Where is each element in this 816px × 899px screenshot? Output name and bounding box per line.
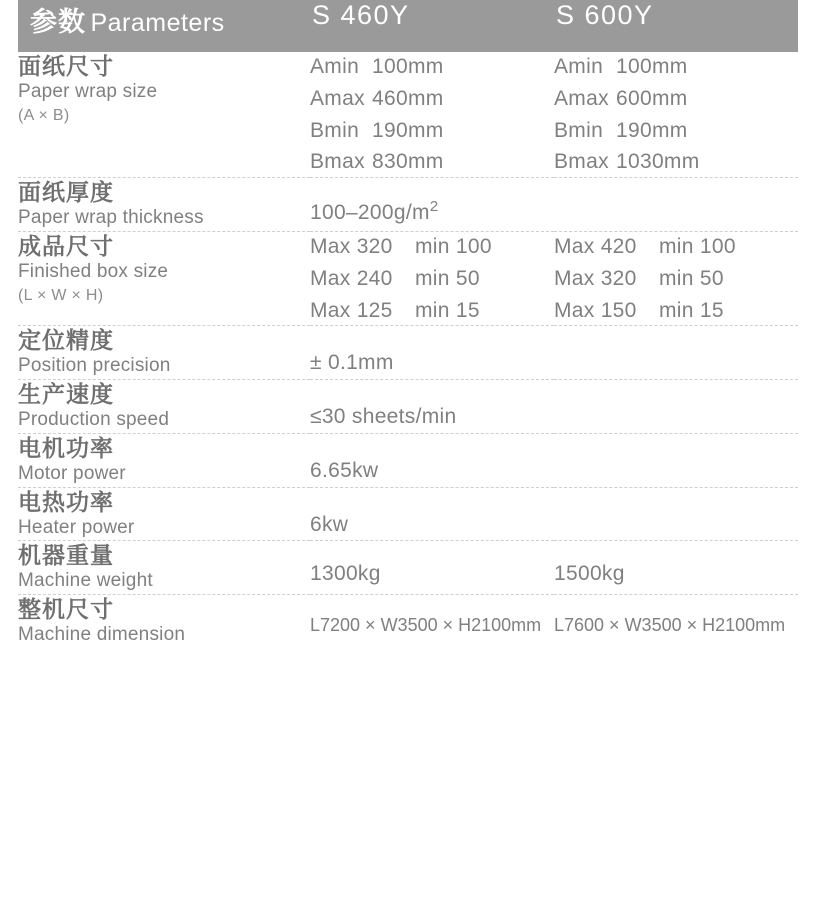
value-max: Max 320 (310, 234, 393, 258)
value-max: Max 125 (310, 298, 393, 322)
value-min: min 50 (659, 266, 724, 290)
table-row (18, 595, 798, 648)
row-value-a (310, 52, 554, 178)
row-label-heater-power (18, 487, 310, 541)
row-label-cn: 生产速度 (18, 381, 114, 408)
value-min: min 15 (415, 298, 480, 322)
row-label-en: Finished box size (18, 261, 169, 283)
dim-key: Bmin (554, 118, 604, 142)
row-label-en: Paper wrap size (18, 81, 158, 103)
dim-value: 190mm (616, 118, 688, 142)
value-text: 6.65kw (310, 458, 379, 482)
row-label-en: Machine weight (18, 570, 153, 592)
row-value-a (310, 231, 554, 325)
row-label-cn: 电热功率 (18, 488, 114, 515)
dim-key: Bmax (554, 150, 609, 174)
row-label-cn: 面纸厚度 (18, 179, 114, 206)
row-label-en: Machine dimension (18, 624, 186, 646)
value-superscript: 2 (429, 198, 439, 216)
row-label-machine-dimension (18, 595, 310, 648)
row-value-b (554, 231, 798, 325)
row-value-b (554, 326, 798, 380)
row-label-en: Heater power (18, 516, 135, 538)
dim-key: Bmin (310, 118, 360, 142)
table-row (18, 178, 798, 232)
row-label-paper-wrap-size (18, 52, 310, 178)
table-row (18, 487, 798, 541)
row-label-en: Motor power (18, 462, 126, 484)
value-max: Max 150 (554, 298, 637, 322)
row-label-cn: 机器重量 (18, 542, 114, 569)
row-value-a (310, 178, 554, 232)
row-label-production-speed (18, 380, 310, 434)
row-label-motor-power (18, 433, 310, 487)
row-label-en: Paper wrap thickness (18, 207, 204, 229)
row-value-b (554, 178, 798, 232)
row-label-en: Position precision (18, 355, 171, 377)
value-text: 6kw (310, 512, 349, 536)
row-label-finished-box-size (18, 231, 310, 325)
value-min: min 100 (415, 234, 492, 258)
dim-value: 1030mm (616, 150, 700, 174)
value-text: ± 0.1mm (310, 351, 394, 375)
table-row (18, 326, 798, 380)
row-label-cn: 整机尺寸 (18, 596, 114, 623)
row-label-cn: 电机功率 (18, 434, 114, 461)
row-value-a (310, 326, 554, 380)
table-row (18, 380, 798, 434)
dim-value: 100mm (372, 55, 444, 78)
row-label-sub: (L × W × H) (18, 286, 104, 304)
table-row (18, 52, 798, 178)
dim-key: Amax (554, 86, 609, 110)
value-text: 1500kg (554, 562, 625, 586)
table-row (18, 541, 798, 595)
value-min: min 100 (659, 234, 736, 258)
header-model-a: S 460Y (310, 0, 554, 52)
row-value-a (310, 541, 554, 595)
row-label-cn: 成品尺寸 (18, 232, 114, 259)
row-value-a (310, 595, 554, 648)
table-row (18, 231, 798, 325)
header-parameters-cell (18, 0, 310, 52)
row-label-en: Production speed (18, 409, 170, 431)
row-value-b (554, 595, 798, 648)
row-label-machine-weight (18, 541, 310, 595)
table-row (18, 433, 798, 487)
value-text: ≤30 sheets/min (310, 405, 457, 429)
header-parameters-cn: 参数 (30, 7, 86, 37)
row-value-a (310, 487, 554, 541)
row-label-paper-wrap-thickness (18, 178, 310, 232)
dim-key: Bmax (310, 150, 365, 174)
row-label-sub: (A × B) (18, 106, 70, 124)
row-label-position-precision (18, 326, 310, 380)
value-text: 100–200g/m (310, 201, 430, 225)
value-min: min 50 (415, 266, 480, 290)
row-value-b (554, 52, 798, 178)
dim-key: Amin (554, 55, 604, 78)
dim-value: 190mm (372, 118, 444, 142)
row-label-cn: 定位精度 (18, 327, 114, 354)
row-value-a (310, 433, 554, 487)
value-max: Max 240 (310, 266, 393, 290)
row-value-b (554, 487, 798, 541)
dim-value: 830mm (372, 150, 444, 174)
value-max: Max 320 (554, 266, 637, 290)
row-value-a (310, 380, 554, 434)
dim-value: 600mm (616, 86, 688, 110)
value-text: L7600 × W3500 × H2100mm (554, 615, 786, 636)
value-max: Max 420 (554, 234, 637, 258)
row-value-b (554, 380, 798, 434)
row-value-b (554, 433, 798, 487)
dim-value: 460mm (372, 86, 444, 110)
value-text: 1300kg (310, 562, 381, 586)
row-label-cn: 面纸尺寸 (18, 53, 114, 79)
table-header-row (18, 0, 798, 52)
dim-value: 100mm (616, 55, 688, 78)
specifications-table (18, 0, 798, 648)
dim-key: Amax (310, 86, 365, 110)
row-value-b (554, 541, 798, 595)
header-model-b: S 600Y (554, 0, 798, 52)
value-min: min 15 (659, 298, 724, 322)
dim-key: Amin (310, 55, 360, 78)
header-parameters-en: Parameters (90, 9, 225, 37)
value-text: L7200 × W3500 × H2100mm (310, 615, 542, 636)
